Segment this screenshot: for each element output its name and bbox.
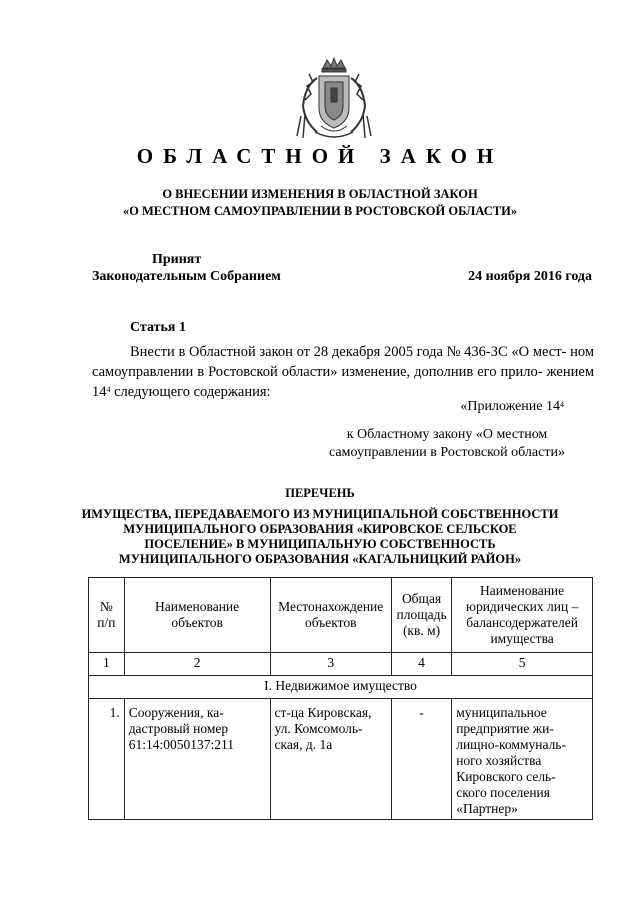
- column-number-cell: 4: [391, 653, 451, 676]
- list-heading: ПЕРЕЧЕНЬ: [285, 486, 355, 500]
- article-paragraph: [92, 342, 594, 402]
- adoption-date: 24 ноября 2016 года: [468, 269, 592, 284]
- article-body: [92, 342, 594, 402]
- column-number-cell: 3: [270, 653, 391, 676]
- adopted-by: Законодательным Собранием: [92, 269, 281, 284]
- column-number-cell: 5: [452, 653, 593, 676]
- annex-label-sup: 4: [560, 400, 564, 409]
- annex-ref-line-2: самоуправлении в Ростовской области»: [329, 445, 565, 460]
- list-title-line-4: МУНИЦИПАЛЬНОГО ОБРАЗОВАНИЯ «КАГАЛЬНИЦКИЙ РАЙОН»: [118, 552, 522, 566]
- header-cell-area: Общая площадь (кв. м): [391, 578, 451, 653]
- header-cell-location: Местонахождение объектов: [270, 578, 391, 653]
- law-subtitle-line-1: О ВНЕСЕНИИ ИЗМЕНЕНИЯ В ОБЛАСТНОЙ ЗАКОН: [162, 187, 478, 201]
- row-num-cell: 1.: [89, 699, 125, 820]
- coat-of-arms-emblem: [295, 56, 373, 142]
- list-title-line-2: МУНИЦИПАЛЬНОГО ОБРАЗОВАНИЯ «КИРОВСКОЕ СЕЛЬСКОЕ: [123, 522, 517, 536]
- header-cell-holder: Наименование юридических лиц – балансодержателей имущества: [452, 578, 593, 653]
- annex-ref-line-1: к Областному закону «О местном: [346, 427, 548, 442]
- annex-label: [460, 398, 564, 416]
- annex-label-text: «Приложение 14: [460, 399, 560, 414]
- table-column-numbers-row: [89, 653, 593, 676]
- annex-ref: [312, 426, 582, 462]
- article-text-part-2: следующего содержания:: [110, 384, 271, 400]
- column-number-cell: 2: [124, 653, 270, 676]
- row-area-cell: -: [391, 699, 451, 820]
- table-header-row: [89, 578, 593, 653]
- article-text-sup: 4: [106, 385, 111, 394]
- row-holder-cell: муниципальное предприятие жи- лищно-коммуналь- ного хозяйства Кировского сель- ского поселения «Партнер»: [452, 699, 593, 820]
- table-row: [89, 699, 593, 820]
- adopted-label: Принят: [152, 252, 202, 267]
- row-location-cell: ст-ца Кировская, ул. Комсомоль- ская, д. 1а: [270, 699, 391, 820]
- law-subtitle: [0, 186, 640, 220]
- column-number-cell: 1: [89, 653, 125, 676]
- header-cell-name: Наименование объектов: [124, 578, 270, 653]
- article-text-part-1: Внести в Областной закон от 28 декабря 2005 года № 436-ЗС «О мест- ном самоуправлении в Ростовской области» изменение, дополнив его прило- жением 14: [92, 344, 594, 400]
- article-heading: Статья 1: [130, 320, 186, 335]
- law-title: ОБЛАСТНОЙ ЗАКОН: [136, 144, 504, 168]
- list-heading-block: [0, 486, 640, 567]
- list-title-line-3: ПОСЕЛЕНИЕ» В МУНИЦИПАЛЬНУЮ СОБСТВЕННОСТЬ: [144, 537, 496, 551]
- section-title-cell: I. Недвижимое имущество: [89, 676, 593, 699]
- law-subtitle-line-2: «О МЕСТНОМ САМОУПРАВЛЕНИИ В РОСТОВСКОЙ ОБЛАСТИ»: [122, 204, 518, 218]
- property-table: [88, 577, 593, 820]
- header-cell-num: № п/п: [89, 578, 125, 653]
- row-name-cell: Сооружения, ка- дастровый номер 61:14:0050137:211: [124, 699, 270, 820]
- table-section-row: [89, 676, 593, 699]
- list-title-line-1: ИМУЩЕСТВА, ПЕРЕДАВАЕМОГО ИЗ МУНИЦИПАЛЬНОЙ СОБСТВЕННОСТИ: [81, 507, 559, 521]
